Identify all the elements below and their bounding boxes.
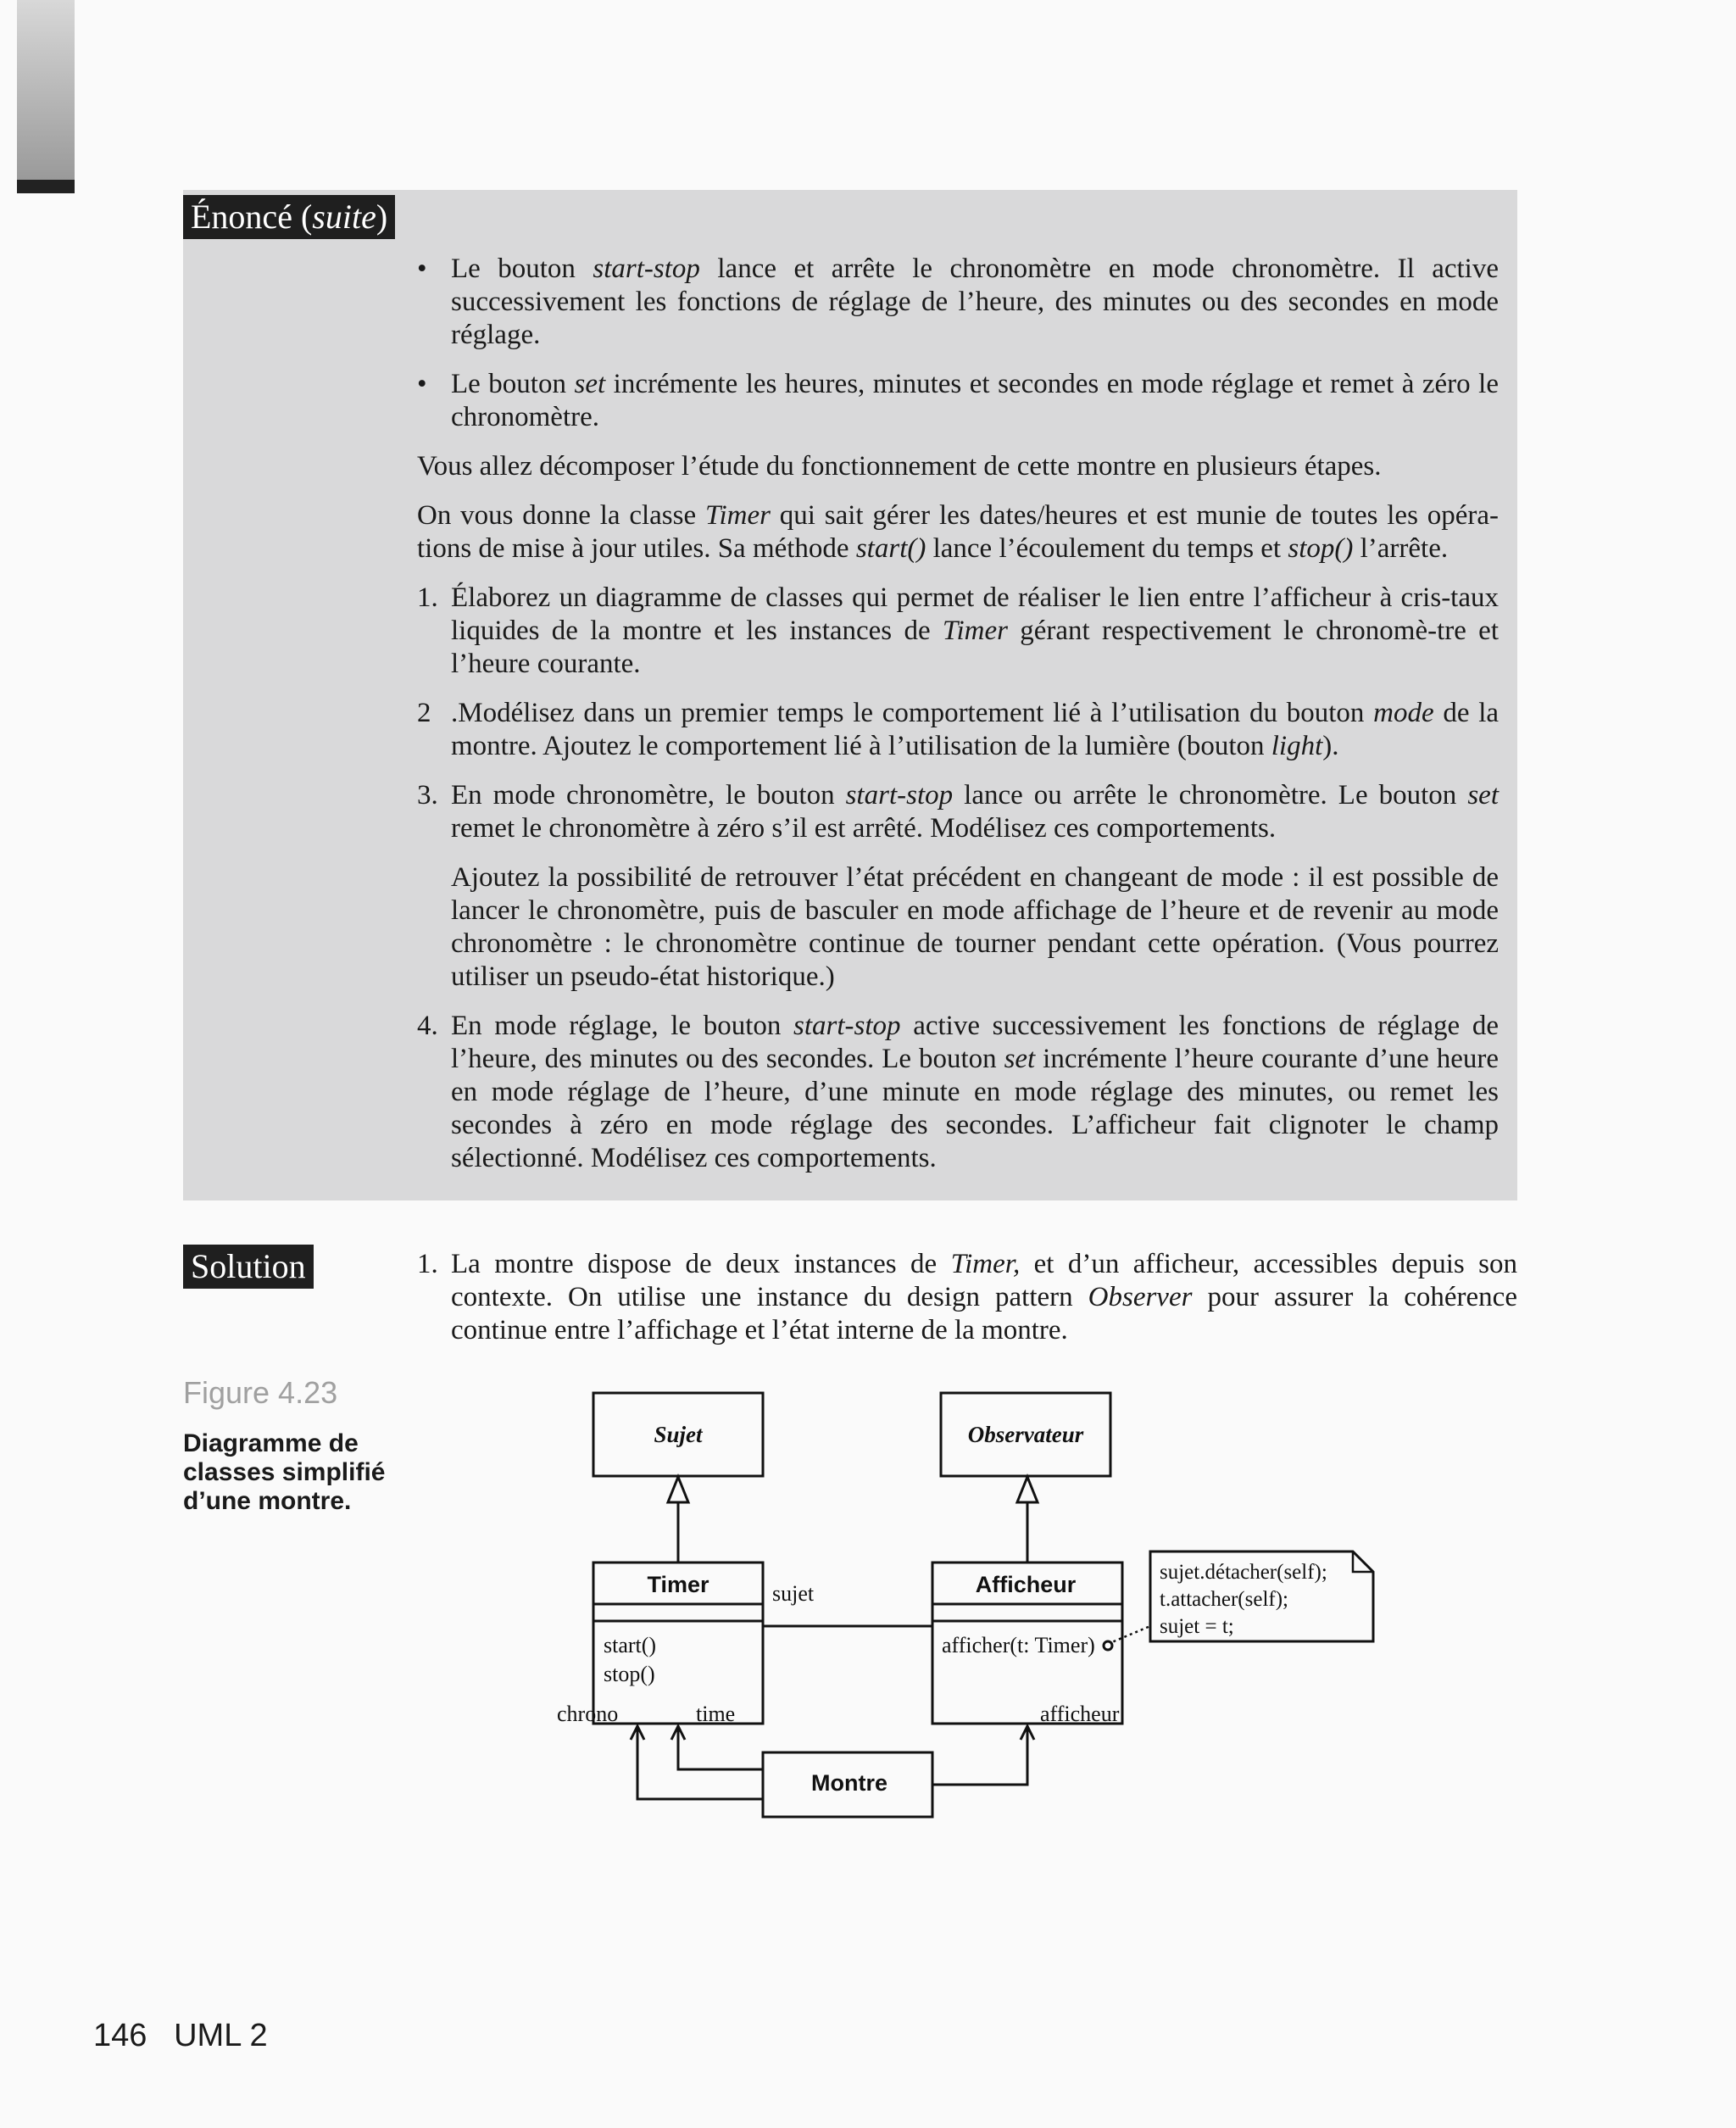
enonce-label: Énoncé (suite) [183,195,395,239]
enonce-question: 2 .Modélisez dans un premier temps le comportement lié à l’utilisation du bouton mode de la montre. Ajoutez le comportement lié à l’utilisation de la lumière (bouton light). [417,698,1500,761]
role-afficheur: afficheur [1040,1702,1120,1726]
enonce-bullet: • Le bouton start-stop lance et arrête le chronomètre en mode chronomètre. Il active successivement les fonctions de réglage de l’heure, des minutes ou des secondes en mode réglage. [417,253,1499,350]
class-diagram [542,1382,1390,1823]
book-title: UML 2 [174,2018,268,2053]
enonce-question: 1. Élaborez un diagramme de classes qui permet de réaliser le lien entre l’afficheur à cris-taux liquides de la montre et les instances de Timer gérant respectivement le chronomè-tre et l’heure courante. [417,582,1499,679]
enonce-content [417,253,1499,1175]
solution-item: 1. La montre dispose de deux instances de Timer, et d’un afficheur, accessibles depuis son contexte. On utilise une instance du design pattern Observer pour assurer la cohérence continue entre l’affichage et l’état interne de la montre. [417,1249,1517,1345]
enonce-question: 4. En mode réglage, le bouton start-stop active successivement les fonctions de réglage de l’heure, des minutes ou des secondes. Le bouton set incrémente l’heure courante d’une heure en mode réglage de l’heure, d’une minute en mode réglage des minutes, ou remet les secondes à zéro en mode réglage des secondes. L’afficheur fait clignoter le champ sélectionné. Modélisez ces comportements. [417,1011,1499,1173]
class-name-montre: Montre [811,1770,887,1796]
solution-label: Solution [183,1245,314,1289]
generalization-arrowhead [668,1477,688,1502]
note-anchor [1108,1626,1150,1644]
operation-stop: stop() [604,1662,655,1686]
association-afficheur [932,1726,1027,1785]
enonce-question: 3. En mode chronomètre, le bouton start-stop lance ou arrête le chronomètre. Le bouton set remet le chronomètre à zéro s’il est arrêté. Modélisez ces comportements. Ajoutez la possibilité de retrouver l’état précédent en changeant de mode : il est possible de lancer le chronomètre, puis de basculer en mode affichage de l’heure et de revenir au mode chronomètre : le chronomètre continue de tourner pendant cette opération. (Vous pourrez utiliser un pseudo-état historique.) [417,780,1499,992]
figure-caption: Diagramme de classes simplifié d’une montre. [183,1429,386,1515]
class-name-timer: Timer [647,1572,709,1597]
association-chrono [637,1726,763,1799]
association-time [678,1726,763,1769]
class-name-afficheur: Afficheur [975,1572,1077,1597]
note-line: sujet.détacher(self); [1160,1561,1327,1584]
solution-content [417,1248,1517,1347]
operation-afficher: afficher(t: Timer) [942,1633,1095,1657]
figure-number: Figure 4.23 [183,1375,338,1410]
role-chrono: chrono [557,1702,619,1726]
enonce-paragraph: Vous allez décomposer l’étude du fonctionnement de cette montre en plusieurs étapes. [417,451,1382,482]
role-time: time [696,1702,736,1726]
page-footer [93,2018,268,2054]
thumb-tab-bar [17,180,75,193]
class-name-sujet: Sujet [654,1422,703,1447]
role-sujet: sujet [772,1581,815,1606]
note-line: sujet = t; [1160,1615,1234,1638]
page-number: 146 [93,2018,147,2053]
note-line: t.attacher(self); [1160,1588,1288,1611]
class-name-observateur: Observateur [967,1422,1084,1447]
operation-start: start() [604,1633,657,1657]
thumb-tab [17,0,75,180]
enonce-bullet: • Le bouton set incrémente les heures, minutes et secondes en mode réglage et remet à zéro le chronomètre. [417,369,1499,432]
enonce-paragraph: On vous donne la classe Timer qui sait gérer les dates/heures et est munie de toutes les opéra-tions de mise à jour utiles. Sa méthode start() lance l’écoulement du temps et stop() l’arrête. [417,500,1499,564]
generalization-arrowhead [1017,1477,1038,1502]
enonce-question-extra: Ajoutez la possibilité de retrouver l’état précédent en changeant de mode : il est possible de lancer le chronomètre, puis de basculer en mode affichage de l’heure et de revenir au mode chronomètre : le chronomètre continue de tourner pendant cette opération. (Vous pourrez utiliser un pseudo-état historique.) [451,862,1499,992]
